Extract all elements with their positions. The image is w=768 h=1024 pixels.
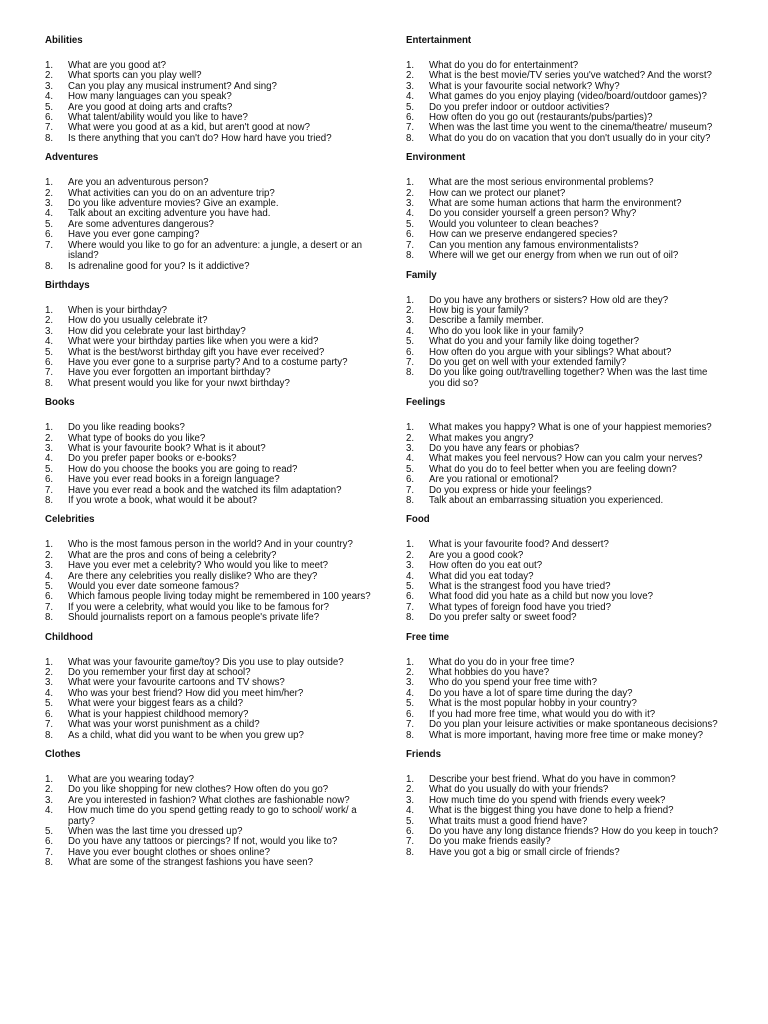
question-number: 4.: [406, 687, 415, 699]
question-text: Have you ever forgotten an important birthday?: [68, 367, 271, 379]
question-text: What makes you angry?: [429, 432, 534, 444]
question-text: Have you ever met a celebrity? Who would you like to meet?: [68, 560, 329, 572]
question-number: 6.: [45, 112, 54, 124]
question-text: What is your happiest childhood memory?: [68, 708, 249, 720]
question-text: What activities can you do on an adventure trip?: [68, 187, 275, 199]
question-list: [406, 775, 722, 858]
question-text: How many languages can you speak?: [68, 91, 232, 103]
topic-heading: Friends: [406, 748, 441, 760]
question-text: Do you have any fears or phobias?: [429, 442, 580, 454]
right-column: [406, 36, 722, 867]
question-number: 6.: [45, 356, 54, 368]
question-text: What hobbies do you have?: [429, 667, 550, 679]
question-text: What are the pros and cons of being a celebrity?: [68, 549, 277, 561]
question-number: 2.: [406, 70, 415, 82]
question-list: [45, 61, 375, 144]
question-text: What were your favourite cartoons and TV shows?: [68, 677, 285, 689]
question-text: Have you ever read books in a foreign language?: [68, 474, 280, 486]
question-number: 7.: [45, 719, 54, 731]
question-text: What is your favourite book? What is it about?: [68, 442, 266, 454]
question-list: [45, 178, 375, 272]
topic-section: [406, 398, 722, 506]
question-text: Are you good at doing arts and crafts?: [68, 101, 233, 113]
question-item: [406, 613, 722, 623]
question-number: 5.: [45, 698, 54, 710]
question-text: Do you prefer salty or sweet food?: [429, 612, 577, 624]
question-number: 4.: [406, 570, 415, 582]
question-number: 2.: [406, 549, 415, 561]
question-text: What makes you happy? What is one of your happiest memories?: [429, 422, 712, 434]
topic-section: [406, 153, 722, 261]
question-text: What are some human actions that harm the environment?: [429, 198, 682, 210]
question-list: [45, 306, 375, 389]
topic-section: [45, 36, 375, 144]
topic-heading: Family: [406, 269, 437, 281]
question-item: [45, 423, 375, 433]
question-item: [406, 134, 722, 144]
question-text: What games do you enjoy playing (video/board/outdoor games)?: [429, 91, 707, 103]
question-number: 1.: [406, 177, 415, 189]
question-number: 6.: [406, 112, 415, 124]
question-number: 1.: [45, 60, 54, 71]
question-text: Describe a family member.: [429, 315, 544, 327]
question-item: [45, 379, 375, 389]
question-number: 7.: [406, 484, 415, 496]
topic-heading: Feelings: [406, 397, 446, 409]
question-text: What are the most serious environmental problems?: [429, 177, 654, 189]
question-number: 8.: [406, 846, 415, 858]
question-number: 8.: [45, 260, 54, 272]
question-text: Do you prefer indoor or outdoor activities?: [429, 101, 610, 113]
question-number: 7.: [406, 122, 415, 134]
question-text: Do you like going out/travelling together? When was the last time you did so?: [429, 367, 708, 389]
question-number: 3.: [406, 442, 415, 454]
question-number: 1.: [406, 773, 415, 785]
question-text: If you wrote a book, what would it be about?: [68, 495, 258, 506]
question-number: 7.: [406, 601, 415, 613]
question-item: [45, 858, 375, 868]
question-text: Do you have any brothers or sisters? How old are they?: [429, 294, 669, 306]
question-number: 3.: [45, 198, 54, 210]
question-item: [45, 613, 375, 623]
question-number: 5.: [45, 825, 54, 837]
topic-heading: Childhood: [45, 631, 93, 643]
question-text: What type of books do you like?: [68, 432, 206, 444]
question-text: When is your birthday?: [68, 304, 168, 316]
question-text: What were your biggest fears as a child?: [68, 698, 243, 710]
question-text: Do you remember your first day at school?: [68, 667, 251, 679]
question-text: Do you get on well with your extended family?: [429, 356, 627, 368]
question-number: 8.: [406, 250, 415, 262]
question-number: 5.: [406, 698, 415, 710]
question-text: Do you have any tattoos or piercings? If not, would you like to?: [68, 836, 338, 848]
question-number: 6.: [406, 708, 415, 720]
question-number: 2.: [406, 304, 415, 316]
question-text: What makes you feel nervous? How can you calm your nerves?: [429, 453, 703, 465]
question-text: Do you have any long distance friends? How do you keep in touch?: [429, 825, 719, 837]
question-list: [406, 178, 722, 261]
question-number: 1.: [45, 539, 54, 551]
question-text: How can we protect our planet?: [429, 187, 566, 199]
topic-section: [406, 515, 722, 623]
question-item: [406, 806, 722, 816]
question-number: 8.: [406, 132, 415, 144]
question-number: 7.: [45, 484, 54, 496]
question-text: What are you good at?: [68, 60, 167, 71]
question-text: Have you ever bought clothes or shoes online?: [68, 846, 270, 858]
topic-section: [45, 281, 375, 389]
topic-heading: Clothes: [45, 748, 81, 760]
question-number: 2.: [45, 187, 54, 199]
question-number: 7.: [406, 239, 415, 251]
question-number: 3.: [45, 80, 54, 92]
question-item: [45, 496, 375, 506]
question-number: 8.: [45, 612, 54, 624]
question-number: 7.: [45, 122, 54, 134]
question-number: 4.: [406, 325, 415, 337]
question-text: Are you rational or emotional?: [429, 474, 559, 486]
question-list: [45, 540, 375, 623]
question-item: [45, 337, 375, 347]
question-text: Do you express or hide your feelings?: [429, 484, 592, 496]
question-number: 7.: [45, 367, 54, 379]
topic-section: [45, 153, 375, 272]
topic-heading: Food: [406, 514, 430, 526]
question-text: What do you do in your free time?: [429, 656, 575, 668]
question-text: Where will we get our energy from when we run out of oil?: [429, 250, 679, 262]
question-item: [45, 806, 375, 827]
question-text: Are some adventures dangerous?: [68, 218, 214, 230]
topic-section: [406, 633, 722, 741]
question-number: 6.: [406, 591, 415, 603]
question-text: What is the most popular hobby in your country?: [429, 698, 637, 710]
question-number: 3.: [406, 794, 415, 806]
question-text: Do you have a lot of spare time during the day?: [429, 687, 633, 699]
question-number: 3.: [45, 560, 54, 572]
question-text: Can you play any musical instrument? And sing?: [68, 80, 277, 92]
question-text: What was your favourite game/toy? Dis you use to play outside?: [68, 656, 344, 668]
question-number: 1.: [45, 177, 54, 189]
question-text: How often do you go out (restaurants/pubs/parties)?: [429, 112, 653, 124]
question-text: What are you wearing today?: [68, 773, 195, 785]
question-number: 3.: [406, 560, 415, 572]
question-text: Do you prefer paper books or e-books?: [68, 453, 237, 465]
topic-heading: Abilities: [45, 35, 83, 46]
question-number: 4.: [406, 805, 415, 817]
question-text: What food did you hate as a child but now you love?: [429, 591, 654, 603]
question-number: 5.: [45, 346, 54, 358]
question-number: 4.: [45, 570, 54, 582]
question-number: 1.: [406, 60, 415, 71]
topic-section: [406, 750, 722, 858]
question-item: [406, 251, 722, 261]
question-number: 1.: [45, 304, 54, 316]
question-item: [406, 848, 722, 858]
question-number: 3.: [45, 677, 54, 689]
question-text: How much time do you spend getting ready to go to school/ work/ a party?: [68, 805, 357, 827]
question-text: What talent/ability would you like to have?: [68, 112, 248, 124]
question-number: 2.: [406, 784, 415, 796]
question-text: Are you an adventurous person?: [68, 177, 209, 189]
question-text: Talk about an embarrassing situation you experienced.: [429, 495, 664, 506]
question-text: Who do you spend your free time with?: [429, 677, 598, 689]
question-text: What is more important, having more free time or make money?: [429, 729, 704, 741]
question-number: 1.: [45, 422, 54, 434]
question-number: 5.: [406, 101, 415, 113]
question-list: [406, 540, 722, 623]
question-number: 3.: [406, 80, 415, 92]
topic-section: [45, 515, 375, 623]
question-text: Would you ever date someone famous?: [68, 581, 240, 593]
question-number: 4.: [406, 91, 415, 103]
question-text: Have you ever gone to a surprise party? And to a costume party?: [68, 356, 348, 368]
question-number: 6.: [406, 474, 415, 486]
question-text: Should journalists report on a famous people's private life?: [68, 612, 320, 624]
question-number: 6.: [45, 229, 54, 241]
question-number: 3.: [406, 677, 415, 689]
question-item: [406, 731, 722, 741]
question-text: What was your worst punishment as a child?: [68, 719, 260, 731]
question-number: 6.: [406, 825, 415, 837]
question-number: 2.: [406, 667, 415, 679]
question-text: Do you plan your leisure activities or make spontaneous decisions?: [429, 719, 718, 731]
question-number: 5.: [45, 581, 54, 593]
topic-section: [45, 398, 375, 506]
question-number: 6.: [45, 474, 54, 486]
question-text: Describe your best friend. What do you have in common?: [429, 773, 676, 785]
question-item: [45, 134, 375, 144]
question-text: How can we preserve endangered species?: [429, 229, 618, 241]
topic-heading: Environment: [406, 152, 466, 164]
question-number: 4.: [45, 453, 54, 465]
question-item: [406, 496, 722, 506]
question-number: 2.: [45, 784, 54, 796]
question-text: Do you like shopping for new clothes? How often do you go?: [68, 784, 329, 796]
question-text: If you had more free time, what would you do with it?: [429, 708, 656, 720]
question-list: [406, 658, 722, 741]
question-text: Which famous people living today might be remembered in 100 years?: [68, 591, 371, 603]
question-number: 1.: [406, 539, 415, 551]
question-number: 6.: [406, 229, 415, 241]
question-text: What is the strangest food you have tried?: [429, 581, 611, 593]
question-number: 7.: [406, 719, 415, 731]
question-text: What is the best movie/TV series you've watched? And the worst?: [429, 70, 712, 82]
question-number: 4.: [45, 687, 54, 699]
question-list: [406, 61, 722, 144]
question-text: Do you make friends easily?: [429, 836, 551, 848]
question-number: 4.: [45, 336, 54, 348]
question-item: [45, 262, 375, 272]
question-text: Is adrenaline good for you? Is it addictive?: [68, 260, 250, 272]
question-item: [406, 337, 722, 347]
question-list: [45, 775, 375, 869]
question-number: 4.: [406, 208, 415, 220]
question-number: 2.: [45, 667, 54, 679]
question-number: 5.: [406, 218, 415, 230]
question-text: What is your favourite food? And dessert?: [429, 539, 609, 551]
question-number: 3.: [406, 198, 415, 210]
question-text: When was the last time you went to the cinema/theatre/ museum?: [429, 122, 713, 134]
question-text: How did you celebrate your last birthday?: [68, 325, 246, 337]
question-text: Is there anything that you can't do? How hard have you tried?: [68, 132, 332, 144]
left-column: [45, 36, 375, 878]
question-list: [406, 423, 722, 506]
question-text: What is your favourite social network? Why?: [429, 80, 620, 92]
question-number: 6.: [45, 836, 54, 848]
topic-heading: Free time: [406, 631, 450, 643]
question-text: How much time do you spend with friends every week?: [429, 794, 666, 806]
topic-section: [45, 633, 375, 741]
question-text: What were you good at as a kid, but aren't good at now?: [68, 122, 311, 134]
topic-section: [406, 36, 722, 144]
question-number: 1.: [45, 773, 54, 785]
question-text: Do you like adventure movies? Give an example.: [68, 198, 279, 210]
question-text: What types of foreign food have you tried?: [429, 601, 612, 613]
question-text: Are you interested in fashion? What clothes are fashionable now?: [68, 794, 350, 806]
question-item: [406, 368, 722, 389]
question-number: 7.: [406, 836, 415, 848]
question-text: What do you do to feel better when you are feeling down?: [429, 463, 677, 475]
question-text: Would you volunteer to clean beaches?: [429, 218, 599, 230]
question-text: How often do you eat out?: [429, 560, 543, 572]
topic-heading: Adventures: [45, 152, 99, 164]
question-number: 3.: [45, 442, 54, 454]
question-text: Talk about an exciting adventure you have had.: [68, 208, 271, 220]
question-number: 2.: [45, 549, 54, 561]
question-number: 1.: [45, 656, 54, 668]
question-number: 5.: [45, 218, 54, 230]
topic-heading: Books: [45, 397, 75, 409]
question-number: 6.: [406, 346, 415, 358]
question-text: What traits must a good friend have?: [429, 815, 588, 827]
question-item: [45, 720, 375, 730]
question-number: 6.: [45, 591, 54, 603]
question-text: What do you usually do with your friends?: [429, 784, 609, 796]
question-number: 7.: [406, 356, 415, 368]
question-item: [45, 731, 375, 741]
question-text: Are there any celebrities you really dislike? Who are they?: [68, 570, 318, 582]
question-list: [45, 658, 375, 741]
question-number: 2.: [406, 187, 415, 199]
topic-heading: Entertainment: [406, 35, 472, 46]
question-number: 1.: [406, 294, 415, 306]
question-number: 8.: [45, 132, 54, 144]
question-number: 5.: [406, 581, 415, 593]
question-text: How do you choose the books you are going to read?: [68, 463, 298, 475]
question-text: Have you ever gone camping?: [68, 229, 200, 241]
question-text: What do you and your family like doing together?: [429, 336, 640, 348]
question-text: Do you consider yourself a green person? Why?: [429, 208, 637, 220]
question-text: Who do you look like in your family?: [429, 325, 584, 337]
question-number: 5.: [406, 815, 415, 827]
question-number: 2.: [45, 315, 54, 327]
question-text: How often do you argue with your siblings? What about?: [429, 346, 672, 358]
question-number: 1.: [406, 656, 415, 668]
question-text: Have you ever read a book and the watched its film adaptation?: [68, 484, 342, 496]
topic-heading: Birthdays: [45, 279, 90, 291]
topic-section: [406, 271, 722, 390]
question-text: What were your birthday parties like when you were a kid?: [68, 336, 319, 348]
question-number: 2.: [406, 432, 415, 444]
question-number: 1.: [406, 422, 415, 434]
question-number: 5.: [406, 336, 415, 348]
question-text: When was the last time you dressed up?: [68, 825, 243, 837]
question-number: 8.: [45, 495, 54, 506]
question-item: [406, 720, 722, 730]
question-number: 4.: [45, 208, 54, 220]
question-text: What are some of the strangest fashions you have seen?: [68, 857, 314, 869]
question-number: 8.: [45, 857, 54, 869]
question-text: Do you like reading books?: [68, 422, 185, 434]
topic-heading: Celebrities: [45, 514, 95, 526]
question-text: What is the biggest thing you have done to help a friend?: [429, 805, 674, 817]
question-list: [406, 296, 722, 390]
question-number: 4.: [406, 453, 415, 465]
question-number: 8.: [406, 367, 415, 379]
question-number: 8.: [45, 377, 54, 389]
question-text: What do you do for entertainment?: [429, 60, 579, 71]
question-text: How big is your family?: [429, 304, 529, 316]
question-number: 8.: [406, 729, 415, 741]
topic-section: [45, 750, 375, 869]
question-number: 2.: [45, 70, 54, 82]
question-text: If you were a celebrity, what would you like to be famous for?: [68, 601, 329, 613]
question-item: [45, 241, 375, 262]
question-number: 4.: [45, 805, 54, 817]
question-number: 7.: [45, 239, 54, 251]
question-number: 6.: [45, 708, 54, 720]
question-text: What is the best/worst birthday gift you have ever received?: [68, 346, 325, 358]
question-list: [45, 423, 375, 506]
question-text: How do you usually celebrate it?: [68, 315, 208, 327]
question-number: 5.: [406, 463, 415, 475]
question-text: Are you a good cook?: [429, 549, 524, 561]
question-text: What do you do on vacation that you don't usually do in your city?: [429, 132, 711, 144]
question-text: Have you got a big or small circle of friends?: [429, 846, 620, 858]
question-item: [406, 423, 722, 433]
question-text: What present would you like for your nwxt birthday?: [68, 377, 290, 389]
question-number: 2.: [45, 432, 54, 444]
question-number: 7.: [45, 601, 54, 613]
question-text: Can you mention any famous environmentalists?: [429, 239, 639, 251]
question-text: Who was your best friend? How did you meet him/her?: [68, 687, 304, 699]
question-number: 3.: [45, 794, 54, 806]
question-number: 3.: [406, 315, 415, 327]
question-text: As a child, what did you want to be when you grew up?: [68, 729, 304, 741]
question-number: 7.: [45, 846, 54, 858]
question-text: What sports can you play well?: [68, 70, 202, 82]
question-text: Who is the most famous person in the world? And in your country?: [68, 539, 353, 551]
question-number: 5.: [45, 463, 54, 475]
question-number: 8.: [45, 729, 54, 741]
question-number: 4.: [45, 91, 54, 103]
question-number: 8.: [406, 495, 415, 506]
question-number: 8.: [406, 612, 415, 624]
question-number: 5.: [45, 101, 54, 113]
question-text: Where would you like to go for an adventure: a jungle, a desert or an island?: [68, 239, 363, 262]
question-number: 3.: [45, 325, 54, 337]
question-text: What did you eat today?: [429, 570, 534, 582]
